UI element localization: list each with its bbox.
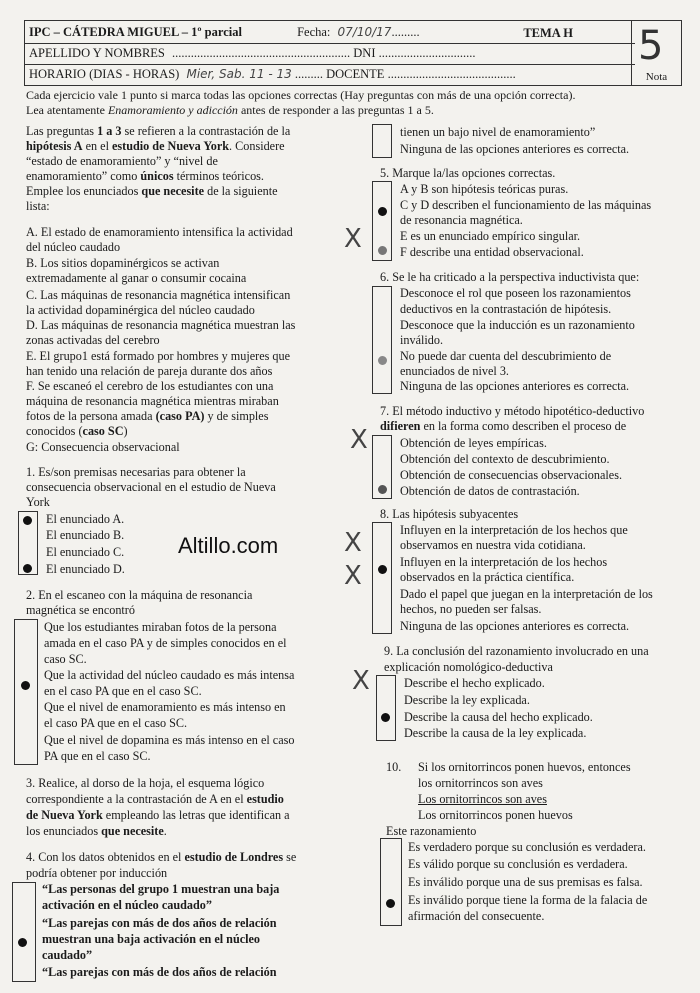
q2-checkbox-column[interactable] [14,619,38,765]
grade-value: 5 [638,23,664,69]
q3-text: los enunciados que necesite. [26,824,167,838]
q5-option-2-cont: de resonancia magnética. [400,213,523,227]
q6-mark-3 [378,356,387,365]
q1-text: York [26,495,50,509]
q1-text: consecuencia observacional en el estudio de Nueva [26,480,276,494]
q8-option-2-cont: observados en la práctica científica. [400,570,575,584]
intro-line: “estado de enamoramiento” y “nivel de [26,154,218,168]
q10-option-2[interactable]: Es válido porque su conclusión es verdadera. [408,857,628,871]
q4-option-2[interactable]: “Las parejas con más de dos años de relación [42,916,277,930]
q5-option-1[interactable]: A y B son hipótesis teóricas puras. [400,182,569,196]
q5-text: 5. Marque la/las opciones correctas. [380,166,556,180]
q9-option-3[interactable]: Describe la causa del hecho explicado. [404,710,593,724]
intro-line: lista: [26,199,50,213]
x-mark: X [344,528,362,558]
q4-mark-2 [18,938,27,947]
statement-line: C. Las máquinas de resonancia magnética intensifican [26,288,291,302]
q6-option-3-cont: enunciados de nivel 3. [400,364,509,378]
q10-number: 10. [386,760,402,774]
q4-text: podría obtener por inducción [26,866,168,880]
x-mark: X [344,224,362,254]
statement-line: han tenido una relación de pareja durante dos años [26,364,273,378]
statement-line: del núcleo caudado [26,240,121,254]
q5-mark-4 [378,246,387,255]
instructions-text: Lea atentamente [26,103,108,117]
q5-option-2[interactable]: C y D describen el funcionamiento de las máquinas [400,198,652,212]
q9-text: explicación nomológico-deductiva [384,660,553,674]
q8-checkbox-column[interactable] [372,522,392,634]
q10-text: Este razonamiento [386,824,477,838]
header-divider [25,64,635,65]
q10-option-4[interactable]: Es inválido porque tiene la forma de la falacia de [408,893,648,907]
q6-option-3[interactable]: No puede dar cuenta del descubrimiento de [400,349,612,363]
q7-text: difieren en la forma como describen el proceso de [380,419,627,433]
header-row-horario: HORARIO (DIAS - HORAS) Mier, Sab. 11 - 13 ......... DOCENTE ......................................... [29,67,516,81]
q2-option-3-cont: el caso PA que en el caso SC. [44,716,188,730]
apellido-label: APELLIDO Y NOMBRES [29,46,165,60]
statement-line: extremadamente al ganar o consumir cocaina [26,271,247,285]
q1-option-a[interactable]: El enunciado A. [46,512,125,526]
q9-mark-3 [381,713,390,722]
q4-option-1-cont: activación en el núcleo caudado” [42,898,212,912]
q3-text: de Nueva York empleando las letras que identifican a [26,808,290,822]
q10-premise: Los ornitorrincos son aves [418,792,547,806]
watermark: Altillo.com [178,533,279,558]
q1-option-b[interactable]: El enunciado B. [46,528,125,542]
statement-line: B. Los sitios dopaminérgicos se activan [26,256,220,270]
statement-line: máquina de resonancia magnética mientras miraban [26,394,279,408]
q10-premise: Si los ornitorrincos ponen huevos, entonces [418,760,631,774]
q9-option-2[interactable]: Describe la ley explicada. [404,693,530,707]
q9-checkbox-column[interactable] [376,675,396,741]
q10-premise: los ornitorrincos son aves [418,776,543,790]
q6-option-1-cont: deductivos en la contrastación de hipótesis. [400,302,612,316]
fecha-value: 07/10/17 [337,25,392,39]
q8-text: 8. Las hipótesis subyacentes [380,507,519,521]
q4-option-3[interactable]: “Las parejas con más de dos años de relación [42,965,277,979]
q2-option-1-cont: caso SC. [44,652,87,666]
instructions-line: Cada ejercicio vale 1 punto si marca todas las opciones correctas (Hay preguntas con más de una opción correcta). [26,88,576,102]
q4-option-1[interactable]: “Las personas del grupo 1 muestran una baja [42,882,280,896]
q4cont-checkbox-column[interactable] [372,124,392,158]
q2-option-4-cont: PA que en el caso SC. [44,749,151,763]
x-mark: X [350,425,368,455]
x-mark: X [352,666,370,696]
q1-mark-d [23,564,32,573]
q10-conclusion: Los ornitorrincos ponen huevos [418,808,573,822]
header-box [24,20,682,86]
header-divider [25,43,635,44]
statement-line: la actividad dopaminérgica del núcleo caudado [26,303,255,317]
reading-title: Enamoramiento y adicción [107,103,238,117]
statement-line: conocidos (caso SC) [26,424,128,438]
q1-option-c[interactable]: El enunciado C. [46,545,125,559]
statement-line: A. El estado de enamoramiento intensifica la actividad [26,225,293,239]
q6-checkbox-column[interactable] [372,286,392,394]
q8-option-3[interactable]: Dado el papel que juegan en la interpretación de los [400,587,653,601]
q8-option-4[interactable]: Ninguna de las opciones anteriores es correcta. [400,619,630,633]
q4-option-2-cont: muestran una baja activación en el núcleo [42,932,261,946]
q10-mark-4 [386,899,395,908]
course-title: IPC – CÁTEDRA MIGUEL – 1º parcial [29,25,242,39]
q5-mark-2 [378,207,387,216]
q2-option-1-cont: amada en el caso PA y de simples conocidos en el [44,636,287,650]
horario-label: HORARIO (DIAS - HORAS) [29,67,180,81]
statement-line: D. Las máquinas de resonancia magnética muestran las [26,318,296,332]
q2-text: magnética se encontró [26,603,135,617]
q7-text: 7. El método inductivo y método hipotético-deductivo [380,404,645,418]
q6-option-2-cont: inválido. [400,333,443,347]
q1-text: 1. Es/son premisas necesarias para obtener la [26,465,246,479]
q10-option-1[interactable]: Es verdadero porque su conclusión es verdadera. [408,840,646,854]
q3-text: 3. Realice, al dorso de la hoja, el esquema lógico [26,776,265,790]
dni-label: DNI [353,46,376,60]
q5-option-3[interactable]: E es un enunciado empírico singular. [400,229,581,243]
q7-option-4[interactable]: Obtención de datos de contrastación. [400,484,580,498]
docente-label: DOCENTE [326,67,385,81]
nota-box [631,21,681,85]
q2-option-2[interactable]: Que la actividad del núcleo caudado es más intensa [44,668,295,682]
q6-text: 6. Se le ha criticado a la perspectiva inductivista que: [380,270,640,284]
horario-value: Mier, Sab. 11 - 13 [186,67,292,81]
x-mark: X [344,561,362,591]
q9-option-1[interactable]: Describe el hecho explicado. [404,676,545,690]
q7-mark-4 [378,485,387,494]
intro-line: hipótesis A en el estudio de Nueva York. Considere [26,139,285,153]
q1-mark-a [23,516,32,525]
q1-option-d[interactable]: El enunciado D. [46,562,125,576]
statement-line: fotos de la persona amada (caso PA) y de simples [26,409,269,423]
q7-option-1[interactable]: Obtención de leyes empíricas. [400,436,547,450]
q9-text: 9. La conclusión del razonamiento involucrado en una [384,644,649,658]
q10-option-3[interactable]: Es inválido porque una de sus premisas es falsa. [408,875,643,889]
q6-option-2[interactable]: Desconoce que la inducción es un razonamiento [400,318,635,332]
q2-mark-2 [21,681,30,690]
intro-line: enamoramiento” como únicos términos teóricos. [26,169,264,183]
q2-option-2-cont: en el caso PA que en el caso SC. [44,684,202,698]
statement-line: E. El grupo1 está formado por hombres y mujeres que [26,349,290,363]
fecha-label: Fecha: [297,25,331,39]
q8-option-1-cont: observamos en nuestra vida cotidiana. [400,538,586,552]
q2-option-1[interactable]: Que los estudiantes miraban fotos de la persona [44,620,277,634]
nota-label: Nota [645,71,668,83]
q6-option-4[interactable]: Ninguna de las opciones anteriores es correcta. [400,379,630,393]
q2-option-3[interactable]: Que el nivel de enamoramiento es más intenso en [44,700,286,714]
statement-line: zonas activadas del cerebro [26,333,160,347]
q4-checkbox-column[interactable] [12,882,36,982]
q3-text: correspondiente a la contrastación de A en el estudio [26,792,284,806]
q6-option-1[interactable]: Desconoce el rol que poseen los razonamientos [400,286,631,300]
q4-option-2-cont: caudado” [42,948,93,962]
q9-option-4[interactable]: Describe la causa de la ley explicada. [404,726,587,740]
header-row-name: APELLIDO Y NOMBRES ......................................................... DNI ............................... [29,46,476,60]
statement-line: G: Consecuencia observacional [26,440,180,454]
q8-option-2[interactable]: Influyen en la interpretación de los hechos [400,555,608,569]
q2-text: 2. En el escaneo con la máquina de resonancia [26,588,253,602]
q4-option-3-cont: tienen un bajo nivel de enamoramiento” [400,125,596,139]
q8-mark-2 [378,565,387,574]
q5-option-4[interactable]: F describe una entidad observacional. [400,245,584,259]
instructions [26,88,686,118]
q7-option-2[interactable]: Obtención del contexto de descubrimiento. [400,452,610,466]
intro-line: Las preguntas 1 a 3 se refieren a la contrastación de la [26,124,291,138]
instructions-line [26,103,686,118]
intro-line: Emplee los enunciados que necesite de la siguiente [26,184,278,198]
q8-option-1[interactable]: Influyen en la interpretación de los hechos que [400,523,628,537]
statement-line: F. Se escaneó el cerebro de los estudiantes con una [26,379,274,393]
q8-option-3-cont: hechos, no pueden ser falsas. [400,602,542,616]
header-row-course: IPC – CÁTEDRA MIGUEL – 1º parcial Fecha: 07/10/17......... [29,25,420,39]
q4-option-4[interactable]: Ninguna de las opciones anteriores es correcta. [400,142,630,156]
q4-text: 4. Con los datos obtenidos en el estudio de Londres se [26,850,297,864]
q10-option-4-cont: afirmación del consecuente. [408,909,545,923]
tema-label: TEMA H [523,26,573,40]
q7-option-3[interactable]: Obtención de consecuencias observacionales. [400,468,622,482]
instructions-text: antes de responder a las preguntas 1 a 5. [237,103,434,117]
q2-option-4[interactable]: Que el nivel de dopamina es más intenso en el caso [44,733,295,747]
q10-checkbox-column[interactable] [380,838,402,926]
